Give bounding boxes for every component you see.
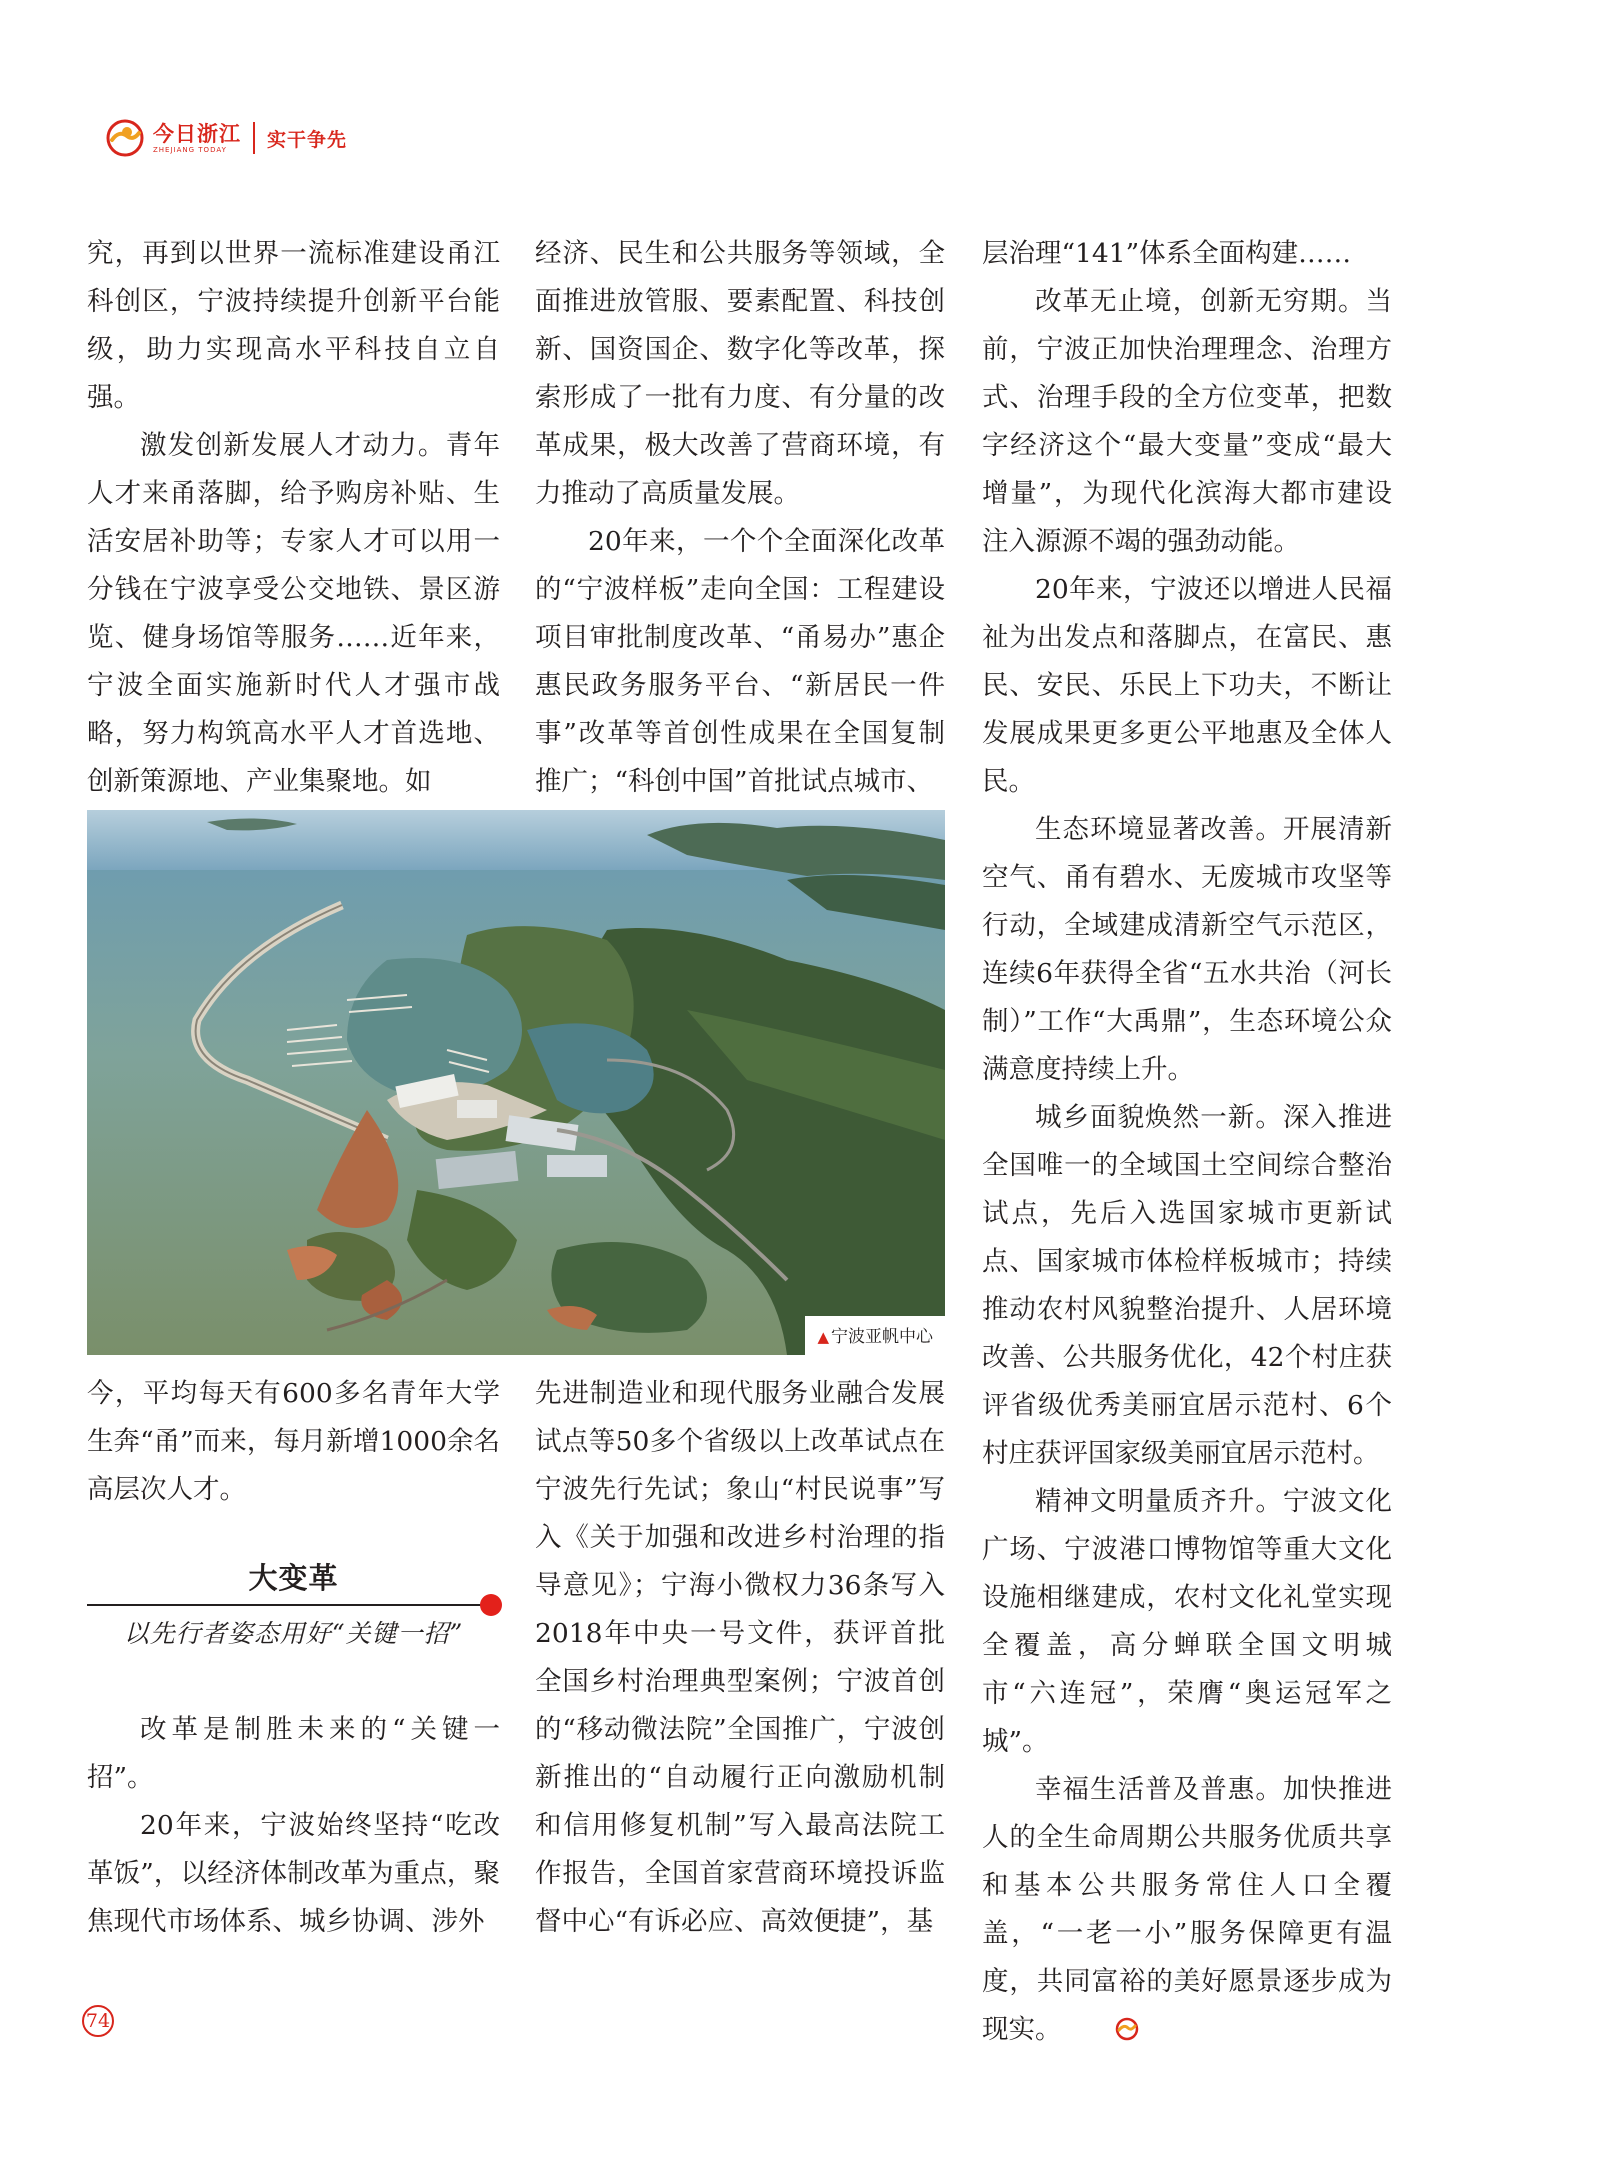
logo-sun-icon [105, 118, 145, 158]
subheading-rule [87, 1604, 486, 1606]
page-number: 74 [82, 2005, 114, 2037]
paragraph: 经济、民生和公共服务等领域，全面推进放管服、要素配置、科技创新、国资国企、数字化等改革，探索形成了一批有力度、有分量的改革成果，极大改善了营商环境，有力推动了高质量发展。 [535, 238, 945, 509]
paragraph: 生态环境显著改善。开展清新空气、甬有碧水、无废城市攻坚等行动，全域建成清新空气示范区，连续6年获得全省“五水共治（河长制）”工作“大禹鼎”，生态环境公众满意度持续上升。 [982, 814, 1392, 1085]
end-mark-icon [1062, 2009, 1086, 2033]
paragraph [982, 1766, 1392, 2054]
paragraph: 20年来，宁波还以增进人民福祉为出发点和落脚点，在富民、惠民、安民、乐民上下功夫，不断让发展成果更多更公平地惠及全体人民。 [982, 574, 1392, 797]
column-1-top [87, 230, 500, 806]
logo-text [153, 120, 241, 154]
column-1-middle [87, 1370, 500, 1514]
paragraph: 精神文明量质齐升。宁波文化广场、宁波港口博物馆等重大文化设施相继建成，农村文化礼堂实现全覆盖，高分蝉联全国文明城市“六连冠”，荣膺“奥运冠军之城”。 [982, 1486, 1392, 1757]
logo-en: ZHEJIANG TODAY [153, 145, 227, 154]
caption-marker: ▲ [817, 1328, 829, 1346]
paragraph: 20年来，宁波始终坚持“吃改革饭”，以经济体制改革为重点，聚焦现代市场体系、城乡协调、涉外 [87, 1810, 500, 1937]
paragraph: 城乡面貌焕然一新。深入推进全国唯一的全域国土空间综合整治试点，先后入选国家城市更新试点、国家城市体检样板城市；持续推动农村风貌整治提升、人居环境改善、公共服务优化，42个村庄获评省级优秀美丽宜居示范村、6个村庄获评国家级美丽宜居示范村。 [982, 1102, 1392, 1469]
paragraph: 究，再到以世界一流标准建设甬江科创区，宁波持续提升创新平台能级，助力实现高水平科技自立自强。 [87, 238, 500, 413]
paragraph: 层治理“141”体系全面构建…… [982, 238, 1352, 269]
column-2-bottom [535, 1370, 945, 1946]
red-dot-icon [480, 1594, 502, 1616]
subheading [87, 1560, 500, 1650]
subheading-subtitle: 以先行者姿态用好“关键一招” [123, 1619, 464, 1648]
header-divider [253, 122, 255, 154]
paragraph: 激发创新发展人才动力。青年人才来甬落脚，给予购房补贴、生活安居补助等；专家人才可以用一分钱在宁波享受公交地铁、景区游览、健身场馆等服务……近年来，宁波全面实施新时代人才强市战略，努力构筑高水平人才首选地、创新策源地、产业集聚地。如 [87, 430, 500, 797]
logo-cn: 今日浙江 [153, 120, 241, 146]
aerial-photo [87, 810, 945, 1355]
paragraph: 先进制造业和现代服务业融合发展试点等50多个省级以上改革试点在宁波先行先试；象山“村民说事”写入《关于加强和改进乡村治理的指导意见》；宁海小微权力36条写入2018年中央一号文件，获评首批全国乡村治理典型案例；宁波首创的“移动微法院”全国推广，宁波创新推出的“自动履行正向激励机制和信用修复机制”写入最高法院工作报告，全国首家营商环境投诉监督中心“有诉必应、高效便捷”，基 [535, 1378, 945, 1937]
section-title: 实干争先 [267, 128, 348, 151]
masthead [105, 118, 347, 158]
column-1-bottom [87, 1706, 500, 1946]
column-3 [982, 230, 1392, 2054]
photo-illustration [87, 810, 945, 1355]
paragraph: 20年来，一个个全面深化改革的“宁波样板”走向全国：工程建设项目审批制度改革、“甬易办”惠企惠民政务服务平台、“新居民一件事”改革等首创性成果在全国复制推广；“科创中国”首批试点城市、 [535, 526, 945, 797]
photo-caption [805, 1316, 945, 1355]
caption-text: 宁波亚帆中心 [831, 1327, 933, 1347]
column-2-top [535, 230, 945, 806]
paragraph: 改革是制胜未来的“关键一招”。 [87, 1714, 500, 1793]
paragraph: 改革无止境，创新无穷期。当前，宁波正加快治理理念、治理方式、治理手段的全方位变革，把数字经济这个“最大变量”变成“最大增量”，为现代化滨海大都市建设注入源源不竭的强劲动能。 [982, 286, 1392, 557]
subheading-title: 大变革 [248, 1561, 339, 1595]
paragraph: 今，平均每天有600多名青年大学生奔“甬”而来，每月新增1000余名高层次人才。 [87, 1378, 500, 1505]
last-paragraph-text: 幸福生活普及普惠。加快推进人的全生命周期公共服务优质共享和基本公共服务常住人口全覆盖，“一老一小”服务保障更有温度，共同富裕的美好愿景逐步成为现实。 [982, 1774, 1392, 2045]
